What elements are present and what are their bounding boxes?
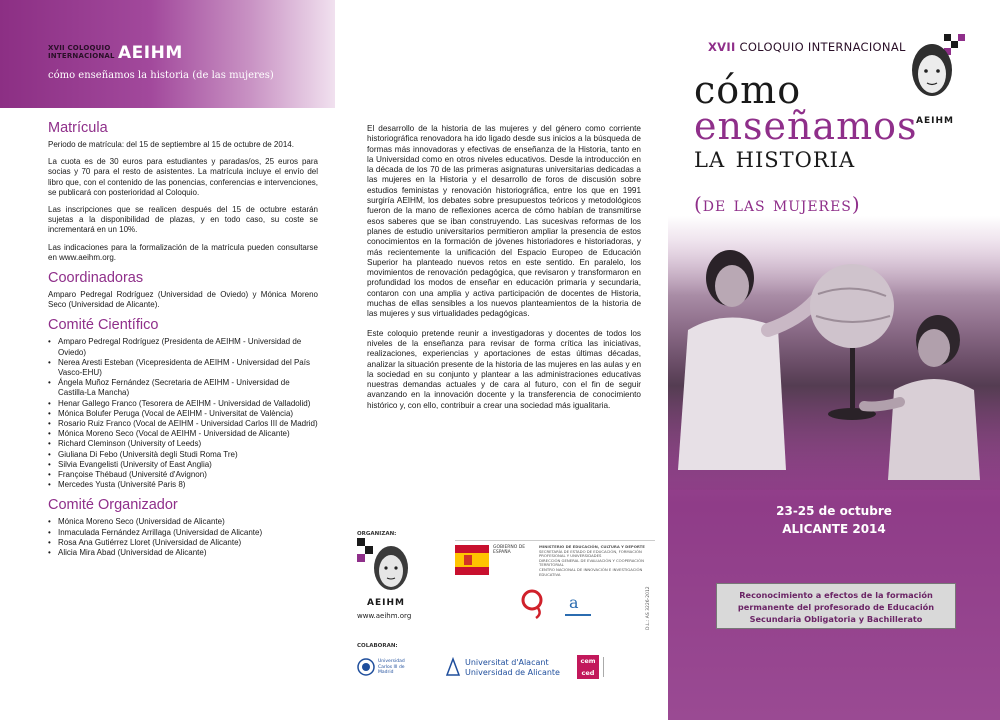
cemced-logo — [577, 655, 637, 681]
ua-emblem-icon — [445, 657, 461, 677]
event-date: 23-25 de octubre — [776, 504, 892, 518]
recognition-line-1: Reconocimiento a efectos de la formación — [739, 590, 933, 600]
uc3m-seal-icon — [357, 657, 375, 677]
list-item: • Alicia Mira Abad (Universidad de Alicante) — [48, 548, 318, 558]
comite-organizador-title: Comité Organizador — [48, 497, 178, 514]
comite-cientifico-title: Comité Científico — [48, 317, 159, 334]
coordinadoras-title: Coordinadoras — [48, 270, 144, 287]
list-item: • Amparo Pedregal Rodríguez (Presidenta de AEIHM - Universidad de Oviedo) — [48, 337, 318, 357]
header-xvii-line2: INTERNACIONAL — [48, 52, 115, 60]
gov-line2: MINISTERIO DE EDUCACIÓN, CULTURA Y DEPORTE — [539, 544, 645, 549]
event-location: ALICANTE 2014 — [782, 522, 886, 536]
list-item: • Rosa Ana Gutiérrez Lloret (Universidad de Alicante) — [48, 538, 318, 548]
intro-para-1: El desarrollo de la historia de las mujeres y del género como corriente historiográfica renovadora ha ido ligado desde sus inicios a la búsqueda de formas más innovadoras y efectivas de enseñanza de la Historia, tanto en la Universidad como en otros niveles educativos. Desde la introducción en la década de los 70 de las primeras asignaturas universitarias dedicadas a las mujeres en la Historia y el desarrollo de foros de discusión sobre estudios feministas y renovación historiográfica, entre los que en 1991 surgiría AEIHM, los debates sobre presupuestos teóricos y metodológicos fueron de la mano de reflexiones acerca de cómo habían de transmitirse esos saberes que se iban construyendo. Las sucesivas reformas de los planes de estudio universitarios permitieron ampliar la presencia de estos conocimientos en la formación de jóvenes historiadores e historiadoras, y más recientemente la unificación del Espacio Europeo de Educación Superior ha planteado nuevos retos en este sentido. En paralelo, los movimientos de renovación pedagógica, que revisaron y transformaron en profundidad los modos de enseñar en educación primaria y secundaria, contaron con una amplia y activa participación de docentes de Historia, muchas de ellas sensibles a los nuevos planteamientos de la historia de las mujeres y sus virtualidades pedagógicas. — [367, 124, 641, 319]
list-item: • Richard Cleminson (University of Leeds) — [48, 439, 318, 449]
list-item: • Ángela Muñoz Fernández (Secretaria de AEIHM - Universidad de Castilla-La Mancha) — [48, 378, 318, 398]
matricula-title: Matrícula — [48, 120, 108, 136]
matricula-para-4: Las indicaciones para la formalización de la matrícula pueden consultarse en www.aeihm.org. — [48, 242, 318, 262]
title-line-3: la historia — [694, 140, 856, 175]
title-line-2: enseñamos — [694, 104, 918, 148]
list-item: • Mónica Moreno Seco (Vocal de AEIHM - Universidad de Alicante) — [48, 429, 318, 439]
coordinadoras-text: Amparo Pedregal Rodríguez (Universidad de Oviedo) y Mónica Moreno Seco (Universidad de Alicante). — [48, 290, 318, 310]
cemced-divider — [603, 657, 637, 677]
cover-photo — [668, 230, 1000, 490]
comite-organizador-list — [48, 517, 318, 558]
matricula-para-1: Periodo de matrícula: del 15 de septiembre al 15 de octubre de 2014. — [48, 140, 294, 149]
cover-xvii: XVII — [708, 40, 736, 54]
header-xvii — [48, 44, 115, 60]
title-line-1: cómo — [694, 68, 802, 112]
title-line-4: (de las mujeres) — [694, 192, 861, 216]
aeihm-www: www.aeihm.org — [357, 612, 412, 620]
panel-middle — [335, 0, 668, 720]
aeihm-logo-text: AEIHM — [367, 598, 405, 608]
gov-line4: DIRECCIÓN GENERAL DE EVALUACIÓN Y COOPERACIÓN TERRITORIAL — [539, 557, 644, 568]
header-band — [0, 0, 335, 108]
list-item: • Françoise Thébaud (Université d'Avignon) — [48, 470, 318, 480]
recognition-box — [716, 583, 956, 629]
matricula-para-3: Las inscripciones que se realicen después del 15 de octubre estarán sujetas a la disponibilidad de plazas, y en todo caso, su coste se incrementará en un 10%. — [48, 205, 318, 235]
header-xvii-line1: XVII COLOQUIO — [48, 44, 111, 52]
legal-deposit: D.L.: AS 3226-2012 — [646, 586, 651, 630]
left-content — [48, 120, 318, 565]
uc3m-text: Universidad Carlos III de Madrid — [378, 659, 405, 675]
svg-text:a: a — [569, 593, 579, 612]
ua-logo — [445, 655, 560, 681]
list-item: • Mónica Moreno Seco (Universidad de Alicante) — [48, 517, 318, 527]
uc3m-logo — [357, 655, 419, 681]
header-subtitle: cómo enseñamos la historia (de las mujeres) — [48, 70, 274, 81]
ua-line2: Universidad de Alicante — [465, 668, 560, 677]
intro-para-2: Este coloquio pretende reunir a investigadoras y docentes de todos los niveles de la enseñanza para revisar de forma crítica las iniciativas, realizaciones, experiencias y aportaciones de estas últimas décadas, analizar la situación presente de la historia de las mujeres en las aulas y en la sociedad en su conjunto y plantear a las administraciones educativas nuestras demandas actuales y de cara al futuro, con el fin de seguir avanzando en la innovación docente y la transferencia de conocimiento histórico y, con ello, contribuir a crear una sociedad más igualitaria. — [367, 328, 641, 410]
colaboran-label: COLABORAN: — [357, 643, 398, 649]
list-item: • Mercedes Yusta (Université Paris 8) — [48, 480, 318, 490]
cover-coloquio — [708, 40, 906, 54]
institution-logo-red — [520, 586, 546, 620]
list-item: • Giuliana Di Febo (Università degli Studi Roma Tre) — [48, 450, 318, 460]
recognition-line-3: Secundaria Obligatoria y Bachillerato — [749, 614, 923, 624]
organizan-label: ORGANIZAN: — [357, 531, 397, 537]
institution-logo-blue — [563, 592, 593, 620]
gov-line5: CENTRO NACIONAL DE INNOVACIÓN E INVESTIGACIÓN EDUCATIVA — [539, 566, 643, 577]
intro-text — [367, 124, 641, 420]
panel-left — [0, 0, 335, 720]
recognition-line-2: permanente del profesorado de Educación — [737, 602, 935, 612]
cover-coloquio-text: COLOQUIO INTERNACIONAL — [739, 40, 906, 54]
gov-line1: GOBIERNO DE ESPAÑA — [493, 545, 526, 556]
gov-line3: SECRETARÍA DE ESTADO DE EDUCACIÓN, FORMACIÓN PROFESIONAL Y UNIVERSIDADES — [539, 548, 642, 559]
matricula-para-2: La cuota es de 30 euros para estudiantes y paradas/os, 25 euros para socias y 70 para el resto de asistentes. La matrícula incluye el envío del libro que, con el contenido de las ponencias, conferencias e intervenciones, se publicará con posterioridad al Coloquio. — [48, 157, 318, 197]
comite-cientifico-list — [48, 337, 318, 490]
list-item: • Henar Gallego Franco (Tesorera de AEIHM - Universidad de Valladolid) — [48, 399, 318, 409]
list-item: • Rosario Ruiz Franco (Vocal de AEIHM - Universidad Carlos III de Madrid) — [48, 419, 318, 429]
header-aeihm: AEIHM — [118, 43, 183, 63]
list-item: • Mónica Bolufer Peruga (Vocal de AEIHM - Universitat de València) — [48, 409, 318, 419]
cover-logo-text: AEIHM — [916, 116, 954, 126]
list-item: • Nerea Aresti Esteban (Vicepresidenta de AEIHM - Universidad del País Vasco-EHU) — [48, 358, 318, 378]
list-item: • Inmaculada Fernández Arrillaga (Universidad de Alicante) — [48, 528, 318, 538]
cemced-mark: cem ced — [577, 655, 599, 679]
panel-cover — [668, 0, 1000, 720]
gov-text — [493, 545, 533, 556]
list-item: • Silvia Evangelisti (University of East Anglia) — [48, 460, 318, 470]
gov-logo — [455, 540, 655, 580]
ua-line1: Universitat d'Alacant — [465, 658, 549, 667]
spain-shield-icon — [455, 545, 489, 575]
gov-text-right — [539, 545, 654, 577]
